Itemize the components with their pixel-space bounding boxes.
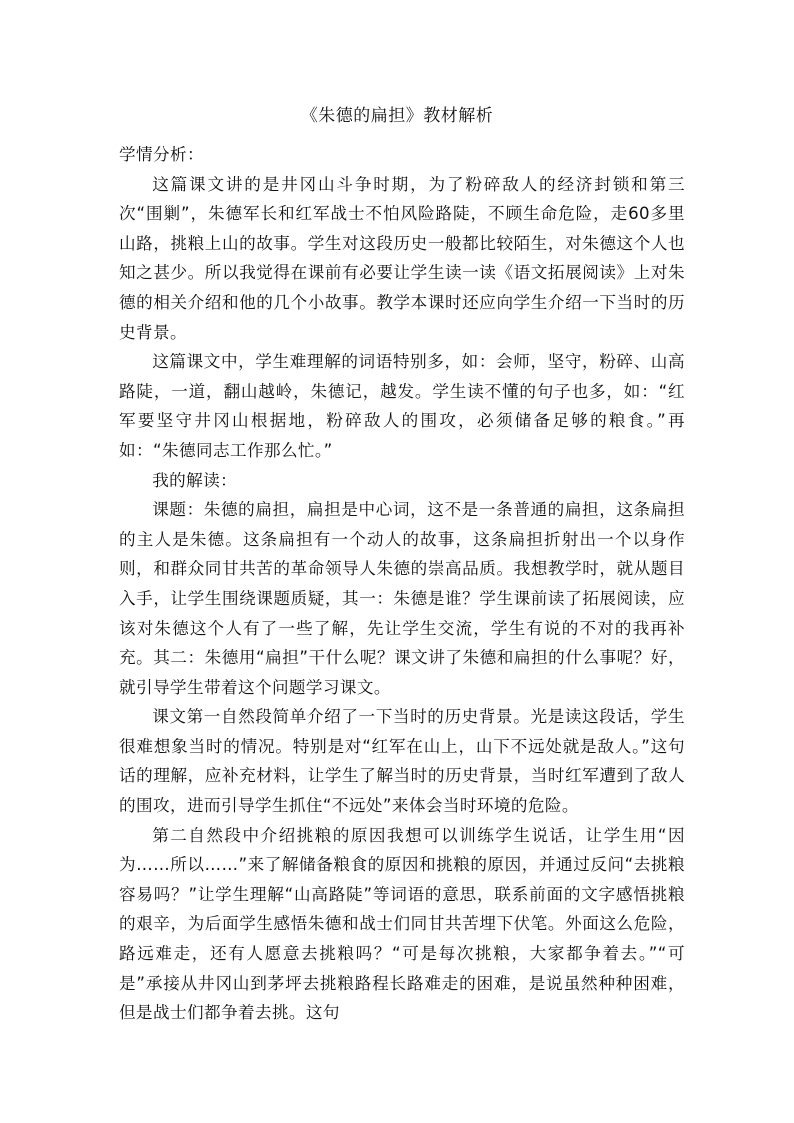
document-title: 《朱德的扁担》教材解析 — [300, 106, 494, 126]
paragraph-first-section: 课文第一自然段简单介绍了一下当时的历史背景。光是读这段话，学生很难想象当时的情况。特别是对“红军在山上，山下不远处就是敌人。”这句话的理解，应补充材料，让学生了解当时的历史背景，当时红军遭到了敌人的围攻，进而引导学生抓住“不远处”来体会当时环境的危险。 — [119, 707, 685, 816]
paragraph-second-section: 第二自然段中介绍挑粮的原因我想可以训练学生说话，让学生用“因为……所以……”来了解储备粮食的原因和挑粮的原因，并通过反问“去挑粮容易吗？”让学生理解“山高路陡”等词语的意思，联系前面的文字感悟挑粮的艰辛，为后面学生感悟朱德和战士们同甘共苦埋下伏笔。外面这么危险，路远难走，还有人愿意去挑粮吗？“可是每次挑粮，大家都争着去。”“可是”承接从井冈山到茅坪去挑粮路程长路难走的困难，是说虽然种种困难，但是战士们都争着去挑。这句 — [119, 825, 685, 1023]
section-heading-my-interpretation: 我的解读： — [152, 470, 238, 490]
paragraph-difficult-words: 这篇课文中，学生难理解的词语特别多，如：会师，坚守，粉碎、山高路陡，一道，翻山越岭，朱德记，越发。学生读不懂的句子也多，如：“红军要坚守井冈山根据地，粉碎敌人的围攻，必须储备足够的粮食。”再如：“朱德同志工作那么忙。” — [119, 352, 685, 460]
document-body — [119, 140, 685, 1028]
paragraph-background: 这篇课文讲的是井冈山斗争时期，为了粉碎敌人的经济封锁和第三次“围剿”，朱德军长和红军战士不怕风险路陡，不顾生命危险，走60多里山路，挑粮上山的故事。学生对这段历史一般都比较陌生，对朱德这个人也知之甚少。所以我觉得在课前有必要让学生读一读《语文拓展阅读》上对朱德的相关介绍和他的几个小故事。教学本课时还应向学生介绍一下当时的历史背景。 — [119, 174, 685, 342]
paragraph-title-analysis: 课题：朱德的扁担，扁担是中心词，这不是一条普通的扁担，这条扁担的主人是朱德。这条扁担有一个动人的故事，这条扁担折射出一个以身作则，和群众同甘共苦的革命领导人朱德的崇高品质。我想教学时，就从题目入手，让学生围绕课题质疑，其一：朱德是谁？学生课前读了拓展阅读，应该对朱德这个人有了一些了解，先让学生交流，学生有说的不对的我再补充。其二：朱德用“扁担”干什么呢？课文讲了朱德和扁担的什么事呢？好，就引导学生带着这个问题学习课文。 — [119, 500, 685, 697]
section-heading-student-analysis: 学情分析： — [119, 145, 204, 164]
